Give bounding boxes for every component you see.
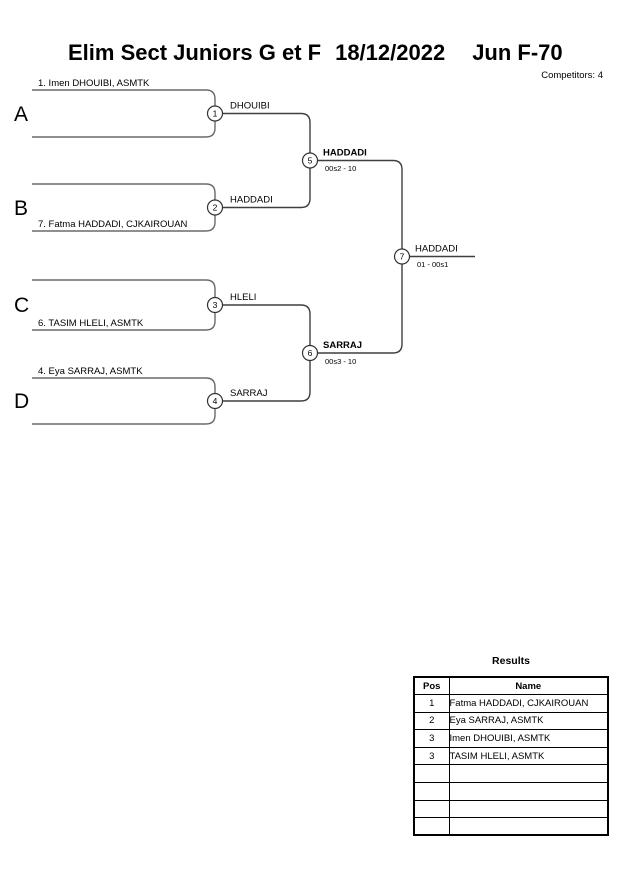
results-pos-cell [414, 765, 449, 783]
group-letter-c: C [14, 294, 30, 317]
match-node-1-number: 1 [212, 108, 218, 119]
seed-entry-c: 6. TASIM HLELI, ASMTK [38, 318, 144, 329]
bracket-lines-group-a [32, 90, 215, 137]
table-row [414, 765, 608, 783]
results-pos-cell [414, 818, 449, 836]
results-header-pos: Pos [414, 677, 449, 695]
results-pos-cell: 2 [414, 712, 449, 730]
competitors-count-label: Competitors: 4 [541, 70, 603, 81]
results-pos-cell: 3 [414, 730, 449, 748]
results-pos-cell [414, 783, 449, 801]
results-pos-cell: 3 [414, 747, 449, 765]
table-row [414, 730, 608, 748]
connector-match5-to-match7 [317, 161, 402, 257]
table-row [414, 695, 608, 713]
match-node-3-number: 3 [212, 300, 218, 310]
title-category: Jun F-70 [472, 40, 563, 65]
match-node-4-number: 4 [212, 396, 218, 406]
match-node-2-number: 2 [212, 202, 218, 213]
match5-score-label: 00s2 - 10 [325, 164, 357, 173]
bracket-lines-group-d [32, 378, 215, 424]
results-title: Results [492, 655, 530, 667]
match1-winner-label: DHOUIBI [230, 100, 270, 112]
results-name-cell [449, 818, 608, 836]
match6-score-label: 00s3 - 10 [325, 357, 357, 366]
table-row [414, 783, 608, 801]
table-row [414, 712, 608, 730]
results-name-cell: Eya SARRAJ, ASMTK [449, 712, 608, 730]
table-row [414, 747, 608, 765]
match4-winner-label: SARRAJ [230, 388, 268, 399]
seed-entry-a: 1. Imen DHOUIBI, ASMTK [38, 78, 150, 89]
results-section [413, 655, 609, 836]
match3-winner-label: HLELI [230, 292, 257, 303]
results-pos-cell: 1 [414, 695, 449, 713]
match6-winner-label: SARRAJ [323, 340, 363, 351]
group-letter-b: B [14, 197, 29, 220]
results-name-cell [449, 800, 608, 818]
results-name-cell: TASIM HLELI, ASMTK [449, 747, 608, 765]
match5-winner-label: HADDADI [323, 147, 367, 159]
match-node-5-number: 5 [307, 155, 313, 166]
title-event: Elim Sect Juniors G et F [68, 40, 322, 65]
seed-entry-d: 4. Eya SARRAJ, ASMTK [38, 366, 143, 377]
group-letter-d: D [14, 390, 30, 413]
results-header-row [414, 677, 608, 695]
match-node-6-number: 6 [307, 348, 313, 358]
results-name-cell [449, 765, 608, 783]
connector-match3-to-match6 [222, 305, 310, 353]
title-date: 18/12/2022 [335, 40, 446, 65]
group-letter-a: A [14, 103, 29, 126]
table-row [414, 818, 608, 836]
seed-entry-b: 7. Fatma HADDADI, CJKAIROUAN [38, 219, 188, 230]
results-name-cell: Fatma HADDADI, CJKAIROUAN [449, 695, 608, 713]
match-node-7-number: 7 [399, 251, 405, 262]
match7-winner-label: HADDADI [415, 243, 458, 255]
results-pos-cell [414, 800, 449, 818]
table-row [414, 800, 608, 818]
results-name-cell [449, 783, 608, 801]
results-name-cell: Imen DHOUIBI, ASMTK [449, 730, 608, 748]
results-header-name: Name [449, 677, 608, 695]
match2-winner-label: HADDADI [230, 194, 273, 206]
connector-match1-to-match5 [222, 114, 310, 161]
results-table [413, 676, 609, 836]
connector-match6-to-match7 [317, 257, 402, 354]
match7-score-label: 01 - 00s1 [417, 260, 449, 269]
